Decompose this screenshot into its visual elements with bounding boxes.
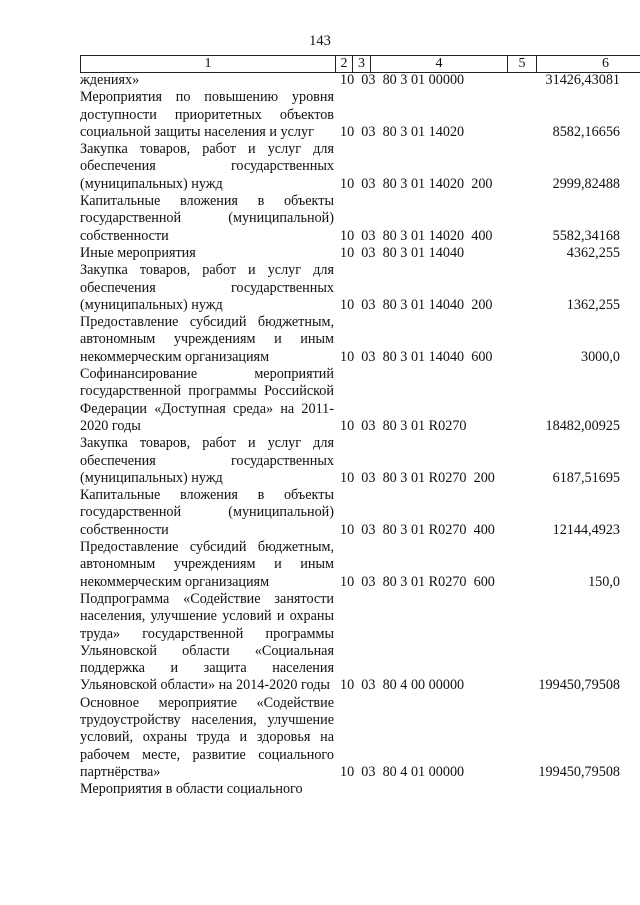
table-row: [80, 435, 620, 487]
row-amount: 199450,79508: [538, 763, 620, 780]
row-description: Мероприятия в области социального: [80, 781, 303, 798]
table-row: [80, 539, 620, 591]
row-amount: 2999,82488: [552, 175, 620, 192]
row-amount: 5582,34168: [552, 227, 620, 244]
row-codes: 10 03 80 4 00 00000: [340, 677, 465, 694]
row-amount: 8582,16656: [552, 123, 620, 140]
row-amount: 18482,00925: [545, 417, 620, 434]
column-header-1: 1: [81, 56, 336, 72]
row-description: Предоставление субсидий бюджетным, автономным учреждениям и иным некоммерческим организациям: [80, 539, 334, 590]
row-description: Подпрограмма «Содействие занятости населения, улучшение условий и охраны труда» государственной программы Ульяновской области «Социальная поддержка и защита населения Ульяновской области» на 2014-2020 годы: [80, 590, 334, 694]
table-row: [80, 245, 620, 262]
row-codes: 10 03 80 3 01 R0270: [340, 417, 467, 434]
table-row: [80, 72, 620, 89]
table-row: [80, 695, 620, 781]
table-body: [80, 72, 620, 798]
row-amount: 12144,4923: [552, 521, 620, 538]
column-header-4: 4: [371, 56, 508, 72]
row-amount: 199450,79508: [538, 677, 620, 694]
table-header: [80, 55, 640, 73]
row-codes: 10 03 80 3 01 14020 400: [340, 227, 493, 244]
row-description: Закупка товаров, работ и услуг для обеспечения государственных (муниципальных) нужд: [80, 262, 334, 313]
column-header-3: 3: [353, 56, 371, 72]
column-header-5: 5: [508, 56, 537, 72]
table-row: [80, 366, 620, 435]
row-codes: 10 03 80 3 01 R0270 200: [340, 469, 495, 486]
row-description: Закупка товаров, работ и услуг для обеспечения государственных (муниципальных) нужд: [80, 141, 334, 192]
row-description: Основное мероприятие «Содействие трудоустройству населения, улучшение условий, охраны труда и здоровья на рабочем месте, развитие социального партнёрства»: [80, 694, 334, 780]
column-header-2: 2: [336, 56, 353, 72]
row-codes: 10 03 80 3 01 14040 600: [340, 348, 493, 365]
row-codes: 10 03 80 3 01 14040 200: [340, 296, 493, 313]
table-row: [80, 781, 620, 798]
row-description: ждениях»: [80, 72, 140, 88]
table-row: [80, 262, 620, 314]
page-number: 143: [309, 33, 331, 49]
row-amount: 4362,255: [566, 244, 620, 261]
row-description: Мероприятия по повышению уровня доступности приоритетных объектов социальной защиты населения и услуг: [80, 89, 334, 140]
table-row: [80, 89, 620, 141]
row-codes: 10 03 80 3 01 14040: [340, 244, 465, 261]
row-codes: 10 03 80 4 01 00000: [340, 763, 465, 780]
row-codes: 10 03 80 3 01 14020 200: [340, 175, 493, 192]
table-row: [80, 193, 620, 245]
row-description: Закупка товаров, работ и услуг для обеспечения государственных (муниципальных) нужд: [80, 435, 334, 486]
row-codes: 10 03 80 3 01 14020: [340, 123, 465, 140]
row-amount: 31426,43081: [545, 72, 620, 88]
row-codes: 10 03 80 3 01 00000: [340, 72, 465, 88]
row-amount: 150,0: [588, 573, 620, 590]
row-amount: 6187,51695: [552, 469, 620, 486]
row-amount: 3000,0: [580, 348, 620, 365]
row-amount: 1362,255: [566, 296, 620, 313]
row-description: Софинансирование мероприятий государственной программы Российской Федерации «Доступная среда» на 2011-2020 годы: [80, 366, 334, 434]
column-header-6: 6: [602, 56, 609, 71]
table-row: [80, 141, 620, 193]
table-row: [80, 487, 620, 539]
row-codes: 10 03 80 3 01 R0270 600: [340, 573, 495, 590]
row-description: Капитальные вложения в объекты государственной (муниципальной) собственности: [80, 193, 334, 244]
row-description: Предоставление субсидий бюджетным, автономным учреждениям и иным некоммерческим организациям: [80, 314, 334, 365]
table-row: [80, 314, 620, 366]
table-row: [80, 591, 620, 695]
row-description: Иные мероприятия: [80, 244, 196, 261]
row-codes: 10 03 80 3 01 R0270 400: [340, 521, 495, 538]
row-description: Капитальные вложения в объекты государственной (муниципальной) собственности: [80, 487, 334, 538]
